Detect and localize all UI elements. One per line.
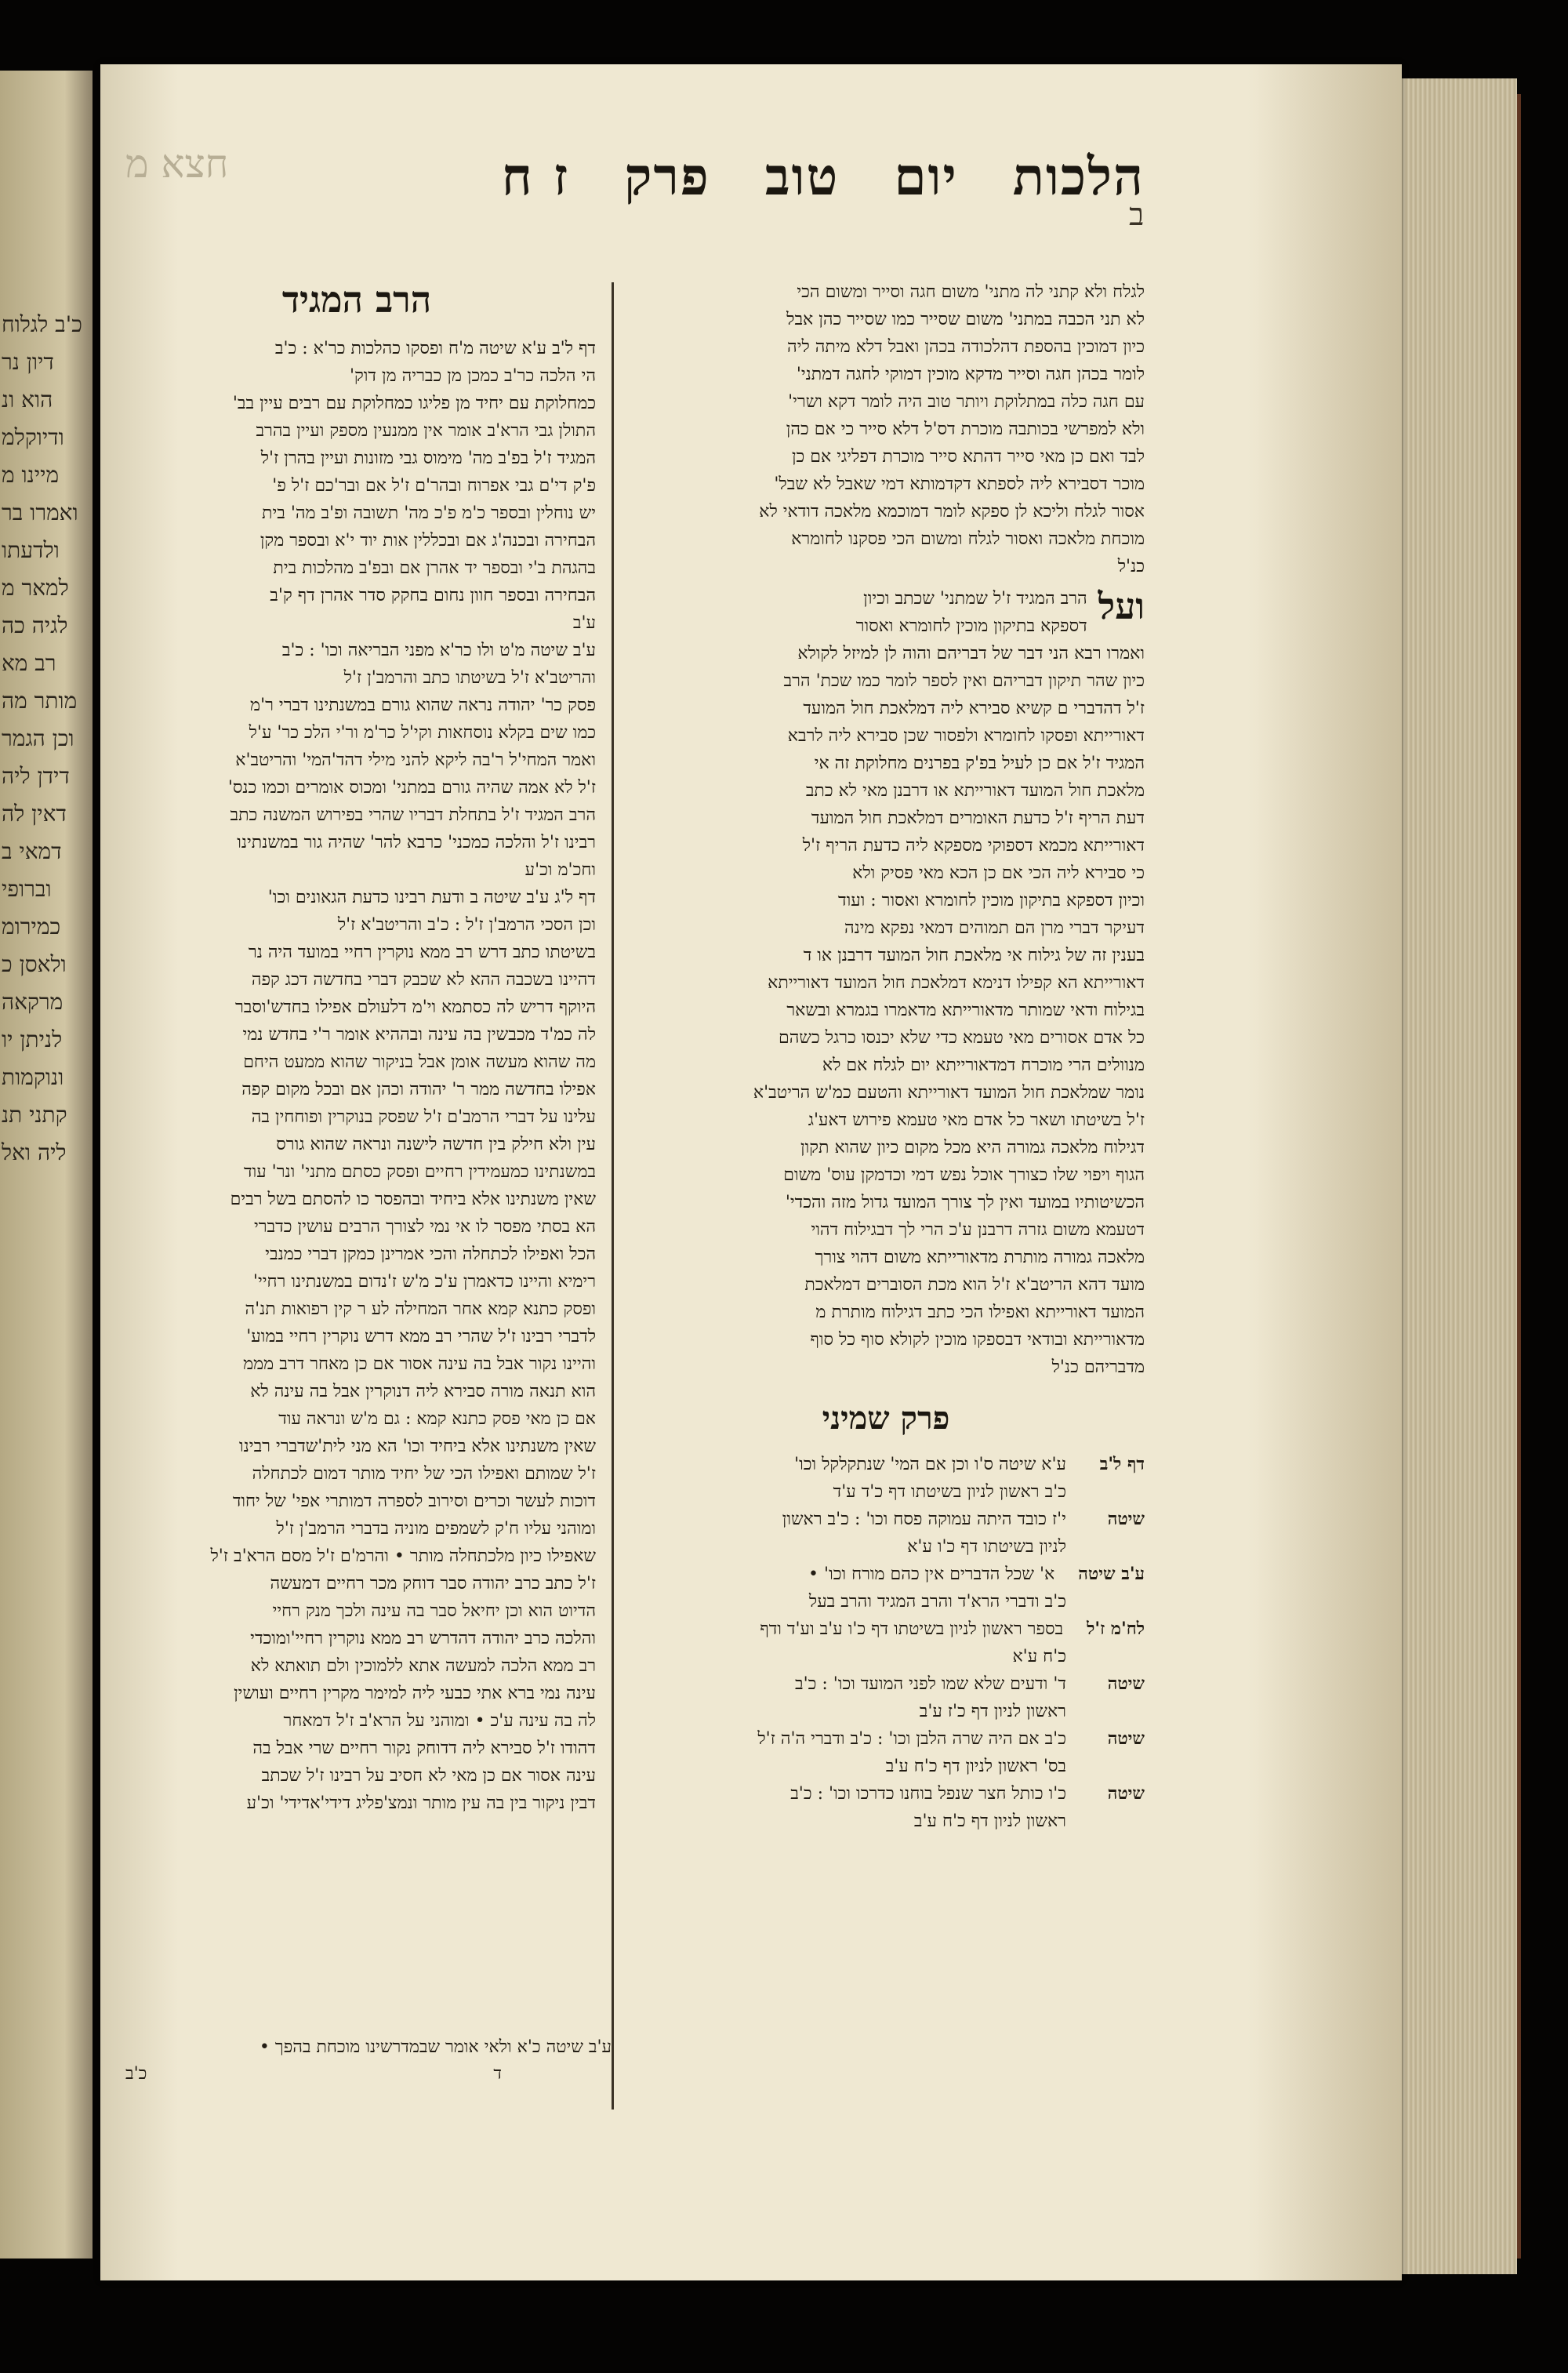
text-line: כל אדם אסורים מאי טעמא כדי שלא יכנסו כרגל כשהם [779, 1028, 1145, 1048]
text-line: כנ'ל [1117, 557, 1145, 576]
text-line: מדבריהם כנ'ל [1051, 1357, 1145, 1377]
text-line: דטעמא משום גזרה דרבנן ע'כ הרי לך דבגילוח דהוי [811, 1220, 1145, 1240]
adjacent-page-fragment: ודיוקלמ [2, 424, 64, 450]
index-row [627, 1753, 1145, 1780]
commentary-text [118, 335, 596, 1817]
text-line: נומר שמלאכת חול המועד דאורייתא והטעם כמ'ש הריטב'א [753, 1083, 1145, 1103]
column-divider [612, 282, 614, 2110]
header-word: יום [894, 145, 958, 207]
index-text: כ'ב אם היה שרה הלבן וכו' : כ'ב ודברי ה'ה ז'ל [757, 1729, 1066, 1749]
index-row [627, 1451, 1145, 1478]
text-line: בהגהת ב'י ובספר יד אהרן אם ובפ'ב מהלכות בית [273, 558, 596, 578]
text-line: לומר בכהן חגה וסייר מדקא מוכין דמוקי לחגה דמתני' [796, 365, 1145, 384]
adjacent-page-fragment: מיינו מ [2, 462, 60, 488]
index-text: כ'ב ודברי הרא'ד והרב המגיד והרב בעל [808, 1592, 1066, 1612]
text-line: והיינו נקור אבל בה עינה אסור אם כן מאחר דרב מממ [243, 1354, 596, 1374]
text-line: הרב המגיד ז'ל שמתני' שכתב וכיון [863, 589, 1087, 609]
text-line: הא בסתי מפסר לו אי נמי לצורך הרבים עושין כדברי [253, 1217, 596, 1237]
text-line: וחכ'מ וכ'ע [524, 860, 596, 880]
text-line: מנוולים הרי מוכרח דמדאורייתא יום לגלח אם לא [822, 1056, 1145, 1075]
adjacent-page-fragment: לגיה כה [2, 612, 68, 638]
entry-initial-word: ועל [1098, 585, 1145, 627]
index-tag: שיטה [1107, 1673, 1145, 1694]
text-line: עינה אסור אם כן מאי לא חסיב על רבינו ז'ל שכתב [261, 1766, 596, 1786]
text-line: ע'ב שיטה מ'ט ולו כר'א מפני הבריאה וכו' : כ'ב [281, 641, 596, 660]
page-footer [125, 2034, 612, 2088]
entry-block [627, 585, 1145, 640]
text-line: הגוף ויפוי שלו כצורך אוכל נפש דמי וכדמקן עוס' משום [783, 1165, 1145, 1185]
text-line: עלינו על דברי הרמב'ם ז'ל שפסק בנוקרין ופוחחין בה [251, 1107, 596, 1127]
entry-text-block [627, 640, 1145, 1381]
text-line: מועד דהא הריטב'א ז'ל הוא מכת הסוברים דמלאכת [804, 1275, 1145, 1295]
text-line: דהיינו בשכבה ההא לא שכבק דברי בחדשה דכג קפה [251, 970, 596, 990]
adjacent-page-fragment: רב מא [2, 650, 56, 676]
text-line: לדברי רבינו ז'ל שהרי רב ממא דרש נוקרין רחיי במוע' [246, 1327, 596, 1346]
text-line: שאפילו כיון מלכתחלה מותר • והרמ'ם ז'ל מסם הרא'ב ז'ל [210, 1546, 596, 1566]
index-row [627, 1780, 1145, 1808]
text-line: דאורייתא ופסקו לחומרא ולפסור שכן סבירא ליה לרבא [787, 726, 1145, 746]
index-text: י'ז כובד היתה עמוקה פסח וכו' : כ'ב ראשון [782, 1510, 1066, 1529]
text-line: במשנתינו כמעמידין רחיים ופסק כסתם מתני' ונר' עוד [244, 1162, 596, 1182]
text-line: וכיון דספקא בתיקון מוכין לחומרא ואסור : ועוד [837, 891, 1145, 910]
text-line: הדיוט הוא וכן יחיאל סבר בה עינה ולכך מנק רחיי [272, 1601, 596, 1621]
header-word: ז ח [501, 145, 570, 207]
adjacent-page-fragment: דידן ליה [2, 763, 70, 789]
catchword: כ'ב [125, 2064, 147, 2084]
index-text: ע'א שיטה ס'ו וכן אם המי' שנתקלקל וכו' [794, 1455, 1066, 1474]
index-text: כ'ח ע'א [1012, 1647, 1066, 1666]
index-row [627, 1506, 1145, 1533]
text-line: מוכחת מלאכה ואסור לגלח ומשום הכי פסקנו לחומרא [791, 529, 1145, 549]
text-line: היוקף דריש לה כסתמא וי'מ דלעולם אפילו בחדש'וסבר [234, 998, 596, 1017]
text-line: הבחירה ובכנה'ג אם ובכללין אות יוד י'א ובספר מקן [260, 531, 596, 551]
text-line: דאורייתא הא קפילו דנימא דמלאכת חול המועד דאורייתא [768, 973, 1145, 993]
adjacent-page [0, 71, 93, 2259]
text-line: אם כן מאי פסק כתנא קמא : גם מ'ש ונראה עוד [278, 1409, 596, 1429]
adjacent-page-fragment: לניתן יו [2, 1027, 63, 1052]
adjacent-page-fragment: כ'ב לגלוח [2, 311, 82, 337]
chapter-title: פרק שמיני [822, 1400, 950, 1437]
text-line: המגיד ז'ל בפ'ב מה' מימוס גבי מזונות ועיין בהרן ז'ל [260, 449, 596, 468]
index-row [627, 1588, 1145, 1615]
text-line: ז'ל דהדברי ם קשיא סבירא ליה דמלאכת חול המועד [803, 699, 1145, 718]
adjacent-page-fragment: מרקאה [2, 989, 64, 1015]
text-line: עינה נמי ברא אתי כבעי ליה למימר מקרין רחיים ועושין [234, 1684, 596, 1703]
adjacent-page-fragment: ליה ואל [2, 1139, 67, 1165]
text-line: לבד ואם כן מאי סייר דהתא סייר מוכרת דפליגי אם כן [791, 447, 1145, 467]
text-line: דגילוח מלאכה גמורה היא מכל מקום כיון שהוא תקון [800, 1138, 1145, 1157]
text-line: כמחלוקת עם יחיד מן פליגו כמחלוקת עם רבים עיין בב' [232, 394, 596, 413]
text-line: הוא תנאה מורה סבירא ליה דנוקרין אבל בה עינה לא [250, 1382, 596, 1401]
faint-folio-mark: חצא מ [125, 141, 229, 187]
text-line: ואמרו רבא הני דבר של דבריהם והוה לן למיזל לקולא [797, 644, 1145, 663]
text-line: בגילוח ודאי שמותר מדאורייתא מדאמרו בגמרא ובשאר [786, 1001, 1145, 1020]
source-index [627, 1451, 1145, 1835]
text-line: והלכה כרב יהודה דהדרש רב ממא נוקרין רחיי'ומוכדי [250, 1629, 596, 1648]
index-row [627, 1615, 1145, 1643]
adjacent-page-fragment: קתני תנ [2, 1102, 67, 1128]
text-line: אפילו בחדשה ממר ר' יהודה וכהן אם ובכל מקום קפה [241, 1080, 596, 1099]
text-line: ז'ל כתב כרב יהודה סבר דוחק מכר רחיים דמעשה [270, 1574, 596, 1594]
adjacent-page-fragment: ואמרו בר [2, 500, 78, 525]
text-line: עין ולא חילק בין חדשה לישנה ונראה שהוא גורס [276, 1135, 596, 1154]
text-line: יש נוחלין ובספר כ'מ פ'כ מה' תשובה ופ'ב מה' בית [262, 503, 596, 523]
text-line: ע'ב [572, 613, 596, 633]
index-row [627, 1533, 1145, 1561]
index-row [627, 1725, 1145, 1753]
footer-line: ע'ב שיטה כ'א ולאי אומר שבמדרשינו מוכחת בהפך • [259, 2037, 612, 2057]
text-line: והריטב'א ז'ל בשיטתו כתב והרמב'ן ז'ל [343, 668, 596, 688]
text-line: עם חגה כלה במתלוקת ויותר טוב היה לומר דקא ושרי' [788, 392, 1145, 412]
text-line: ז'ל בשיטתו ושאר כל אדם מאי טעמא פירוש דאע'ג [808, 1110, 1145, 1130]
running-header [125, 133, 1145, 220]
text-line: לה בה עינה ע'כ • ומוהני על הרא'ב ז'ל דמאחר [283, 1711, 596, 1731]
text-line: ז'ל שמותם ואפילו הכי של יחיד מותר דמום לכתחלה [252, 1464, 596, 1484]
text-line: כמו שים בקלא נוסחאות וקי'ל כר'מ ור'י הלכ כר' ע'ל [249, 723, 596, 743]
text-line: פסק כר' יהודה נראה שהוא גורם במשנתינו דברי ר'מ [250, 696, 596, 715]
text-line: בענין זה של גילוח אי מלאכת חול המועד דרבנן או ד [803, 946, 1145, 965]
text-line: מוכר דסבירא ליה לספתא דקדמותא דמי שאבל לא שבל' [774, 474, 1145, 494]
text-line: מלאכה גמורה מותרת מדאורייתא משום דהוי צורך [815, 1248, 1145, 1267]
text-line: לא תני הכבה במתני' משום שסייר כמו שסייר כהן אבל [786, 310, 1145, 329]
text-line: דף ל'ג ע'ב שיטה ב ודעת רבינו כדעת הגאונים וכו' [267, 888, 596, 907]
index-row [627, 1478, 1145, 1506]
text-line: ואמר המחי'ל ר'בה ליקא להני מילי דהד'המי' והריטב'א [235, 750, 596, 770]
text-line: הרב המגיד ז'ל בתחלת דבריו שהרי בפירוש המשנה כתב [230, 805, 596, 825]
adjacent-page-fragment: וכן הגמר [2, 725, 74, 751]
index-text: כ'ב ראשון לניון בשיטתו דף כ'ד ע'ד [833, 1482, 1066, 1502]
header-word: הלכות [1012, 145, 1145, 207]
adjacent-page-fragment: דמאי ב [2, 838, 62, 864]
text-line: מלאכת חול המועד דאורייתא או דרבנן מאי לא כתב [805, 781, 1145, 801]
text-line: מדאורייתא ובודאי דבספקו מוכין לקולא סוף כל סוף [810, 1330, 1145, 1350]
text-line: אסור לגלח וליכא לן ספקא לומר דמוכמא מלאכה דודאי לא [759, 502, 1145, 521]
adjacent-page-fragment: למאר מ [2, 575, 69, 601]
text-line: וכן הסכי הרמב'ן ז'ל : כ'ב והריטב'א ז'ל [337, 915, 596, 935]
index-text: ד' ודעים שלא שמו לפני המועד וכו' : כ'ב [794, 1674, 1066, 1694]
index-text: בס' ראשון לניון דף כ'ח ע'ב [885, 1757, 1066, 1776]
text-line: הי הלכה כר'ב כמכן מן כבריה מן דוק' [349, 366, 596, 386]
header-word: פרק [624, 145, 710, 207]
text-line: דאורייתא מכמא דספוקי מספקא ליה כדעת הריף ז'ל [802, 836, 1145, 856]
index-row [627, 1561, 1145, 1588]
text-line: רימיא והיינו כדאמרן ע'כ מ'ש ז'נדום במשנתינו רחיי' [252, 1272, 596, 1292]
adjacent-page-fragment: ונוקמות [2, 1064, 64, 1090]
index-row [627, 1643, 1145, 1670]
text-line: ולא למפרשי בכותבה מוכרת דס'ל דלא סייר כי אם כהן [786, 420, 1145, 439]
text-line: כיון דמוכין בהספת דהלכודה בכהן ואבל דלא מיתה ליה [787, 337, 1145, 357]
text-line: התולן גבי הרא'ב אומר אין ממנעין מספק ועיין בהרב [256, 421, 596, 441]
index-text: לניון בשיטתו דף כ'ו ע'א [907, 1537, 1066, 1557]
text-line: ופסק כתנא קמא אחר המחילה לע ר קין רפואות תנ'ה [245, 1299, 596, 1319]
text-line: דעיקר דברי מרן הם תמוהים דמאי נפקא מינה [844, 918, 1145, 938]
text-line: כיון שהר תיקון דבריהם ואין לספר לומר כמו שכת' הרב [783, 671, 1145, 691]
corner-mark: ב [1129, 197, 1145, 233]
commentary-column [118, 278, 596, 1817]
index-tag: שיטה [1107, 1509, 1145, 1529]
text-line: רבינו ז'ל והלכה כמכני' כרבא להר' שהיה גור במשנתינו [237, 833, 596, 852]
main-text-block [627, 278, 1145, 580]
text-line: דף ל'ב ע'א שיטה מ'ח ופסקו כהלכות כר'א : כ'ב [274, 339, 596, 358]
text-line: פ'ק די'ם גבי אפרוח ובהר'ם ז'ל אם ובר'כם ז'ל פ' [272, 476, 596, 496]
text-line: המועד דאורייתא ואפילו הכי כתב דגילוח מותרת מ [815, 1303, 1145, 1322]
index-text: כ'ו כותל חצר שנפל בוחנו כדרכו וכו' : כ'ב [790, 1784, 1066, 1804]
text-line: לה כמ'ד מכבשין בה עינה ובההיא אומר ר'י בחדש נמי [242, 1025, 596, 1045]
text-line: ז'ל לא אמה שהיה גורם במתני' ומכוס אומרים וכמו כנס' [227, 778, 596, 798]
text-line: שאין משנתינו אלא ביחיד וכו' הא מני לית'שדברי רבינו [239, 1437, 596, 1456]
adjacent-page-fragment: כמירומ [2, 914, 61, 939]
text-line: שאין משנתינו אלא ביחיד ובהפסר כו להסתם בשל רבים [230, 1190, 596, 1209]
index-text: ראשון לניון דף כ'ח ע'ב [913, 1812, 1066, 1831]
fragment-spacer [0, 71, 93, 306]
index-text: ראשון לניון דף כ'ז ע'ב [919, 1702, 1066, 1721]
text-line: דספקא בתיקון מוכין לחומרא ואסור [855, 616, 1087, 636]
entry-first-lines [627, 585, 1087, 640]
adjacent-page-fragment: דיון נר [2, 349, 54, 375]
adjacent-page-fragment: מותר מה [2, 688, 78, 714]
index-tag: דף ל'ב [1099, 1454, 1145, 1474]
commentary-title: הרב המגיד [281, 278, 432, 321]
text-line: דוכות לעשר וכרים וסירוב לספרה דמותרי אפי' של יחוד [232, 1492, 596, 1511]
text-line: הכשיטותיו במועד ואין לך צורך המועד גדול מזה והכדי' [785, 1193, 1145, 1212]
text-line: ומוהני עליו ח'ק לשמפים מוניה בדברי הרמב'ן ז'ל [276, 1519, 596, 1539]
index-row [627, 1698, 1145, 1725]
text-line: רב ממא הלכה למעשה אתא ללמוכין ולם תואתא לא [250, 1656, 596, 1676]
adjacent-page-fragment: וברופי [2, 876, 52, 902]
index-tag: שיטה [1107, 1728, 1145, 1749]
adjacent-page-fragment: ולדעתו [2, 537, 60, 563]
index-row [627, 1670, 1145, 1698]
text-line: מה שהוא מעשה אומן אבל בניקור שהוא ממעט היחם [243, 1052, 596, 1072]
main-text-column [627, 278, 1145, 1835]
text-line: המגיד ז'ל אם כן לעיל בפ'ק בפרנים מחלוקת זה אי [814, 754, 1145, 773]
text-line: דהודו ז'ל סבירא ליה דדוחק נקור רחיים שרי אבל בה [252, 1739, 596, 1758]
index-tag: לח'מ ז'ל [1087, 1619, 1145, 1639]
adjacent-page-fragment: הוא ונ [2, 387, 53, 412]
index-tag: ע'ב שיטה [1078, 1564, 1145, 1584]
index-row [627, 1808, 1145, 1835]
adjacent-page-fragment: דאין לה [2, 801, 67, 827]
adjacent-page-fragment: ולאסן כ [2, 951, 67, 977]
index-text: בספר ראשון לניון בשיטתו דף כ'ו ע'ב וע'ד ודף [760, 1619, 1064, 1639]
header-word: טוב [764, 145, 840, 207]
signature-mark: ד [493, 2064, 502, 2084]
text-line: דעת הריף ז'ל כדעת האומרים דמלאכת חול המועד [811, 809, 1145, 828]
index-tag: שיטה [1107, 1783, 1145, 1804]
text-line: לגלח ולא קתני לה מתני' משום חגה וסייר ומשום הכי [797, 282, 1145, 302]
text-line: דבין ניקור בין בה עין מותר ונמצ'פליג דידי'אדידי' וכ'ע [246, 1793, 596, 1813]
text-line: כי סבירא ליה הכי אם כן הכא מאי פסיק ולא [852, 863, 1145, 883]
text-line: הכל ואפילו לכתחלה והכי אמרינן כמקן דברי כמנבי [265, 1245, 596, 1264]
index-text: א' שכל הדברים אין כהם מורח וכו' • [808, 1564, 1055, 1584]
text-line: בשיטתו כתב דרש רב ממא נוקרין רחיי במועד היה נר [248, 943, 596, 962]
text-line: הבחירה ובספר חוון נחום בחקק סדר אהרן דף ק'ב [270, 586, 596, 605]
